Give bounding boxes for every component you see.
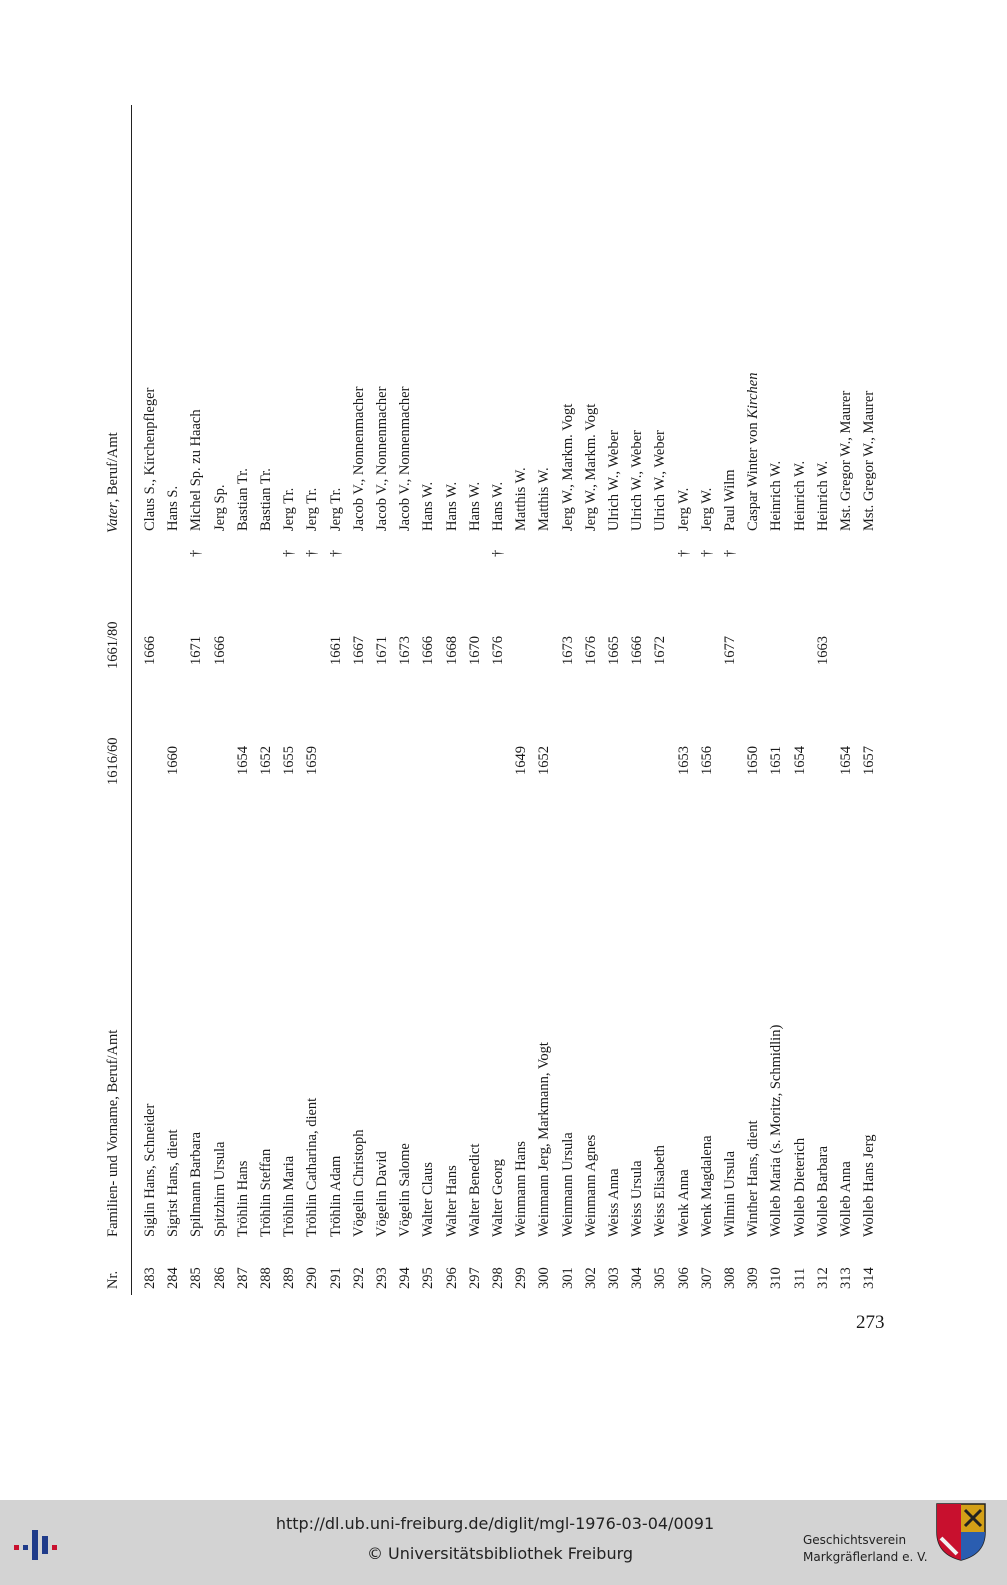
- cell-name: Walter Georg: [490, 1159, 506, 1237]
- cell-nr: 291: [327, 1267, 344, 1289]
- cell-vater: Heinrich W.: [791, 460, 808, 531]
- cell-name: Wolleb Dieterich: [791, 1137, 808, 1237]
- cell-nr: 303: [606, 1267, 622, 1289]
- cell-vater: Matthis W.: [513, 467, 530, 531]
- cell-period-1661: 1666: [211, 636, 228, 665]
- cell-dagger: †: [490, 549, 506, 557]
- cell-period-1661: 1663: [814, 636, 831, 665]
- cell-vater-italic: Kirchen: [745, 372, 762, 419]
- page-number: 273: [856, 1312, 885, 1333]
- header-vater-italic: Vater: [105, 502, 121, 533]
- cell-nr: 306: [675, 1267, 692, 1289]
- cell-period-1616: 1649: [513, 746, 530, 775]
- cell-nr: 298: [490, 1267, 506, 1289]
- rotated-table: [105, 105, 878, 1295]
- header-period-1616: 1616/60: [105, 737, 121, 785]
- cell-vater: Jerg Tr.: [327, 487, 344, 531]
- cell-name: Weinmann Ursula: [559, 1132, 576, 1237]
- cell-period-1616: 1654: [791, 746, 808, 775]
- cell-name: Tröhlin Hans: [234, 1160, 251, 1237]
- cell-nr: 300: [536, 1267, 553, 1289]
- cell-vater: Jerg W., Markm. Vogt: [582, 403, 599, 531]
- cell-nr: 288: [258, 1267, 274, 1289]
- cell-period-1661: 1672: [652, 636, 669, 665]
- cell-dagger: †: [722, 549, 738, 557]
- cell-nr: 297: [466, 1267, 483, 1289]
- cell-vater: Hans W.: [490, 481, 506, 531]
- table-row: [235, 105, 258, 1295]
- cell-name: Sigrist Hans, dient: [165, 1129, 182, 1237]
- table-row: [583, 105, 606, 1295]
- cell-period-1661: 1676: [490, 636, 506, 665]
- cell-nr: 296: [443, 1267, 460, 1289]
- cell-vater: Jerg Tr.: [304, 487, 321, 531]
- cell-period-1616: 1656: [698, 746, 715, 775]
- cell-vater: Hans S.: [165, 485, 182, 531]
- table-row: [397, 105, 420, 1295]
- table-row: [513, 105, 536, 1295]
- table-row: [490, 105, 513, 1295]
- cell-name: Wolleb Maria (s. Moritz, Schmidlin): [768, 1024, 785, 1237]
- header-period-1661: 1661/80: [105, 621, 121, 669]
- society-line-1: Geschichtsverein: [803, 1533, 907, 1547]
- table-row: [745, 105, 768, 1295]
- cell-nr: 305: [652, 1267, 669, 1289]
- cell-name: Wolleb Anna: [838, 1161, 854, 1237]
- cell-period-1661: 1671: [188, 636, 205, 665]
- cell-name: Weinmann Hans: [513, 1141, 530, 1237]
- cell-vater: Jacob V., Nonnenmacher: [350, 386, 367, 531]
- cell-period-1616: 1651: [768, 746, 785, 775]
- cell-nr: 301: [559, 1267, 576, 1289]
- society-name: [803, 1532, 928, 1566]
- cell-period-1616: 1652: [258, 746, 274, 775]
- cell-name: Wolleb Barbara: [814, 1145, 831, 1237]
- cell-nr: 299: [513, 1267, 530, 1289]
- table-row: [838, 105, 861, 1295]
- cell-period-1616: 1655: [281, 746, 298, 775]
- table-row: [722, 105, 745, 1295]
- cell-nr: 312: [814, 1267, 831, 1289]
- cell-dagger: †: [327, 549, 344, 557]
- cell-vater: Matthis W.: [536, 467, 553, 531]
- cell-period-1661: 1673: [397, 636, 414, 665]
- cell-dagger: †: [675, 549, 692, 557]
- cell-period-1616: 1650: [745, 746, 762, 775]
- cell-period-1661: 1665: [606, 636, 622, 665]
- cell-vater: Heinrich W.: [814, 460, 831, 531]
- header-rule: [131, 105, 132, 1295]
- cell-nr: 285: [188, 1267, 205, 1289]
- cell-name: Weiss Anna: [606, 1168, 622, 1237]
- cell-nr: 309: [745, 1267, 762, 1289]
- cell-name: Weinmann Jerg, Markmann, Vogt: [536, 1042, 553, 1237]
- table-row: [444, 105, 467, 1295]
- header-name: Familien- und Vorname, Beruf/Amt: [105, 1029, 121, 1237]
- cell-period-1661: 1668: [443, 636, 460, 665]
- cell-name: Vögelin Christoph: [350, 1129, 367, 1237]
- cell-nr: 290: [304, 1267, 321, 1289]
- cell-period-1616: 1652: [536, 746, 553, 775]
- cell-nr: 302: [582, 1267, 599, 1289]
- cell-name: Spilmann Barbara: [188, 1131, 205, 1237]
- cell-name: Siglin Hans, Schneider: [142, 1103, 158, 1237]
- cell-name: Weiss Ursula: [629, 1160, 646, 1237]
- cell-period-1616: 1654: [838, 746, 854, 775]
- table-row: [861, 105, 884, 1295]
- cell-period-1616: 1660: [165, 746, 182, 775]
- cell-vater: Jerg Tr.: [281, 487, 298, 531]
- table-row: [768, 105, 791, 1295]
- cell-name: Wenk Anna: [675, 1169, 692, 1237]
- cell-dagger: †: [188, 549, 205, 557]
- cell-nr: 292: [350, 1267, 367, 1289]
- cell-vater: Hans W.: [420, 481, 437, 531]
- cell-name: Wenk Magdalena: [698, 1135, 715, 1237]
- cell-period-1616: 1653: [675, 746, 692, 775]
- cell-name: Tröhlin Steffan: [258, 1148, 274, 1237]
- table-row: [467, 105, 490, 1295]
- cell-nr: 311: [791, 1267, 808, 1289]
- cell-vater: Bastian Tr.: [234, 468, 251, 531]
- cell-period-1661: 1676: [582, 636, 599, 665]
- cell-vater: Bastian Tr.: [258, 468, 274, 531]
- table-row: [328, 105, 351, 1295]
- cell-vater: Claus S., Kirchenpfleger: [142, 387, 158, 531]
- cell-name: Tröhlin Maria: [281, 1155, 298, 1237]
- cell-nr: 307: [698, 1267, 715, 1289]
- cell-name: Vögelin Salome: [397, 1143, 414, 1237]
- cell-vater-text: Caspar Winter von: [745, 418, 762, 531]
- table-row: [420, 105, 443, 1295]
- cell-vater: Ulrich W., Weber: [606, 430, 622, 531]
- header-vater-rest: , Beruf/Amt: [105, 432, 121, 503]
- cell-nr: 287: [234, 1267, 251, 1289]
- cell-name: Walter Benedict: [466, 1143, 483, 1237]
- header-nr: Nr.: [105, 1270, 121, 1289]
- coat-of-arms-icon: [935, 1502, 987, 1562]
- cell-nr: 308: [722, 1267, 738, 1289]
- cell-nr: 314: [861, 1267, 878, 1289]
- cell-nr: 295: [420, 1267, 437, 1289]
- cell-name: Wolleb Hans Jerg: [861, 1134, 878, 1237]
- society-line-2: Markgräflerland e. V.: [803, 1550, 928, 1564]
- cell-nr: 283: [142, 1267, 158, 1289]
- cell-nr: 293: [374, 1267, 390, 1289]
- table-row: [142, 105, 165, 1295]
- table-row: [676, 105, 699, 1295]
- table-row: [606, 105, 629, 1295]
- cell-nr: 313: [838, 1267, 854, 1289]
- cell-vater: Heinrich W.: [768, 460, 785, 531]
- cell-vater: Mst. Gregor W., Maurer: [838, 390, 854, 531]
- cell-nr: 310: [768, 1267, 785, 1289]
- cell-period-1661: 1673: [559, 636, 576, 665]
- cell-vater: Ulrich W., Weber: [652, 430, 669, 531]
- header-vater: [105, 432, 122, 533]
- cell-vater: Paul Wilm: [722, 469, 738, 531]
- cell-dagger: †: [281, 549, 298, 557]
- cell-period-1661: 1670: [466, 636, 483, 665]
- cell-name: Walter Claus: [420, 1162, 437, 1237]
- cell-period-1616: 1659: [304, 746, 321, 775]
- table-row: [652, 105, 675, 1295]
- cell-vater: Mst. Gregor W., Maurer: [861, 390, 878, 531]
- footer-url[interactable]: http://dl.ub.uni-freiburg.de/diglit/mgl-1976-03-04/0091: [275, 1514, 715, 1533]
- cell-vater: [745, 373, 762, 532]
- cell-nr: 304: [629, 1267, 646, 1289]
- table-row: [699, 105, 722, 1295]
- table-row: [536, 105, 559, 1295]
- cell-name: Tröhlin Catharina, dient: [304, 1097, 321, 1237]
- cell-vater: Michel Sp. zu Haach: [188, 409, 205, 531]
- table-row: [304, 105, 327, 1295]
- cell-period-1616: 1654: [234, 746, 251, 775]
- cell-vater: Jerg W., Markm. Vogt: [559, 403, 576, 531]
- footer-bar: [0, 1500, 1007, 1585]
- cell-nr: 284: [165, 1267, 182, 1289]
- table-row: [374, 105, 397, 1295]
- table-row: [165, 105, 188, 1295]
- table-row: [258, 105, 281, 1295]
- cell-name: Walter Hans: [443, 1165, 460, 1237]
- cell-period-1661: 1666: [629, 636, 646, 665]
- cell-name: Weiss Elisabeth: [652, 1145, 669, 1237]
- cell-name: Winther Hans, dient: [745, 1120, 762, 1237]
- table-row: [351, 105, 374, 1295]
- cell-period-1661: 1666: [142, 636, 158, 665]
- cell-vater: Jerg Sp.: [211, 484, 228, 531]
- table-row: [281, 105, 304, 1295]
- table-row: [792, 105, 815, 1295]
- table-row: [212, 105, 235, 1295]
- cell-period-1661: 1677: [722, 636, 738, 665]
- table-row: [815, 105, 838, 1295]
- cell-vater: Jacob V., Nonnenmacher: [374, 386, 390, 531]
- table-row: [629, 105, 652, 1295]
- cell-period-1661: 1666: [420, 636, 437, 665]
- cell-name: Vögelin David: [374, 1151, 390, 1237]
- cell-dagger: †: [698, 549, 715, 557]
- cell-period-1616: 1657: [861, 746, 878, 775]
- cell-vater: Jerg W.: [698, 487, 715, 531]
- cell-vater: Ulrich W., Weber: [629, 430, 646, 531]
- cell-vater: Hans W.: [443, 481, 460, 531]
- footer-copyright: © Universitätsbibliothek Freiburg: [366, 1544, 634, 1563]
- cell-period-1661: 1671: [374, 636, 390, 665]
- table-row: [560, 105, 583, 1295]
- cell-period-1661: 1661: [327, 636, 344, 665]
- cell-name: Weinmann Agnes: [582, 1134, 599, 1237]
- cell-vater: Hans W.: [466, 481, 483, 531]
- cell-name: Tröhlin Adam: [327, 1155, 344, 1237]
- cell-nr: 289: [281, 1267, 298, 1289]
- cell-name: Wilmin Ursula: [722, 1150, 738, 1237]
- table-row: [188, 105, 211, 1295]
- cell-period-1661: 1667: [350, 636, 367, 665]
- cell-name: Spitzhirn Ursula: [211, 1141, 228, 1237]
- cell-nr: 286: [211, 1267, 228, 1289]
- cell-dagger: †: [304, 549, 321, 557]
- cell-vater: Jacob V., Nonnenmacher: [397, 386, 414, 531]
- cell-vater: Jerg W.: [675, 487, 692, 531]
- cell-nr: 294: [397, 1267, 414, 1289]
